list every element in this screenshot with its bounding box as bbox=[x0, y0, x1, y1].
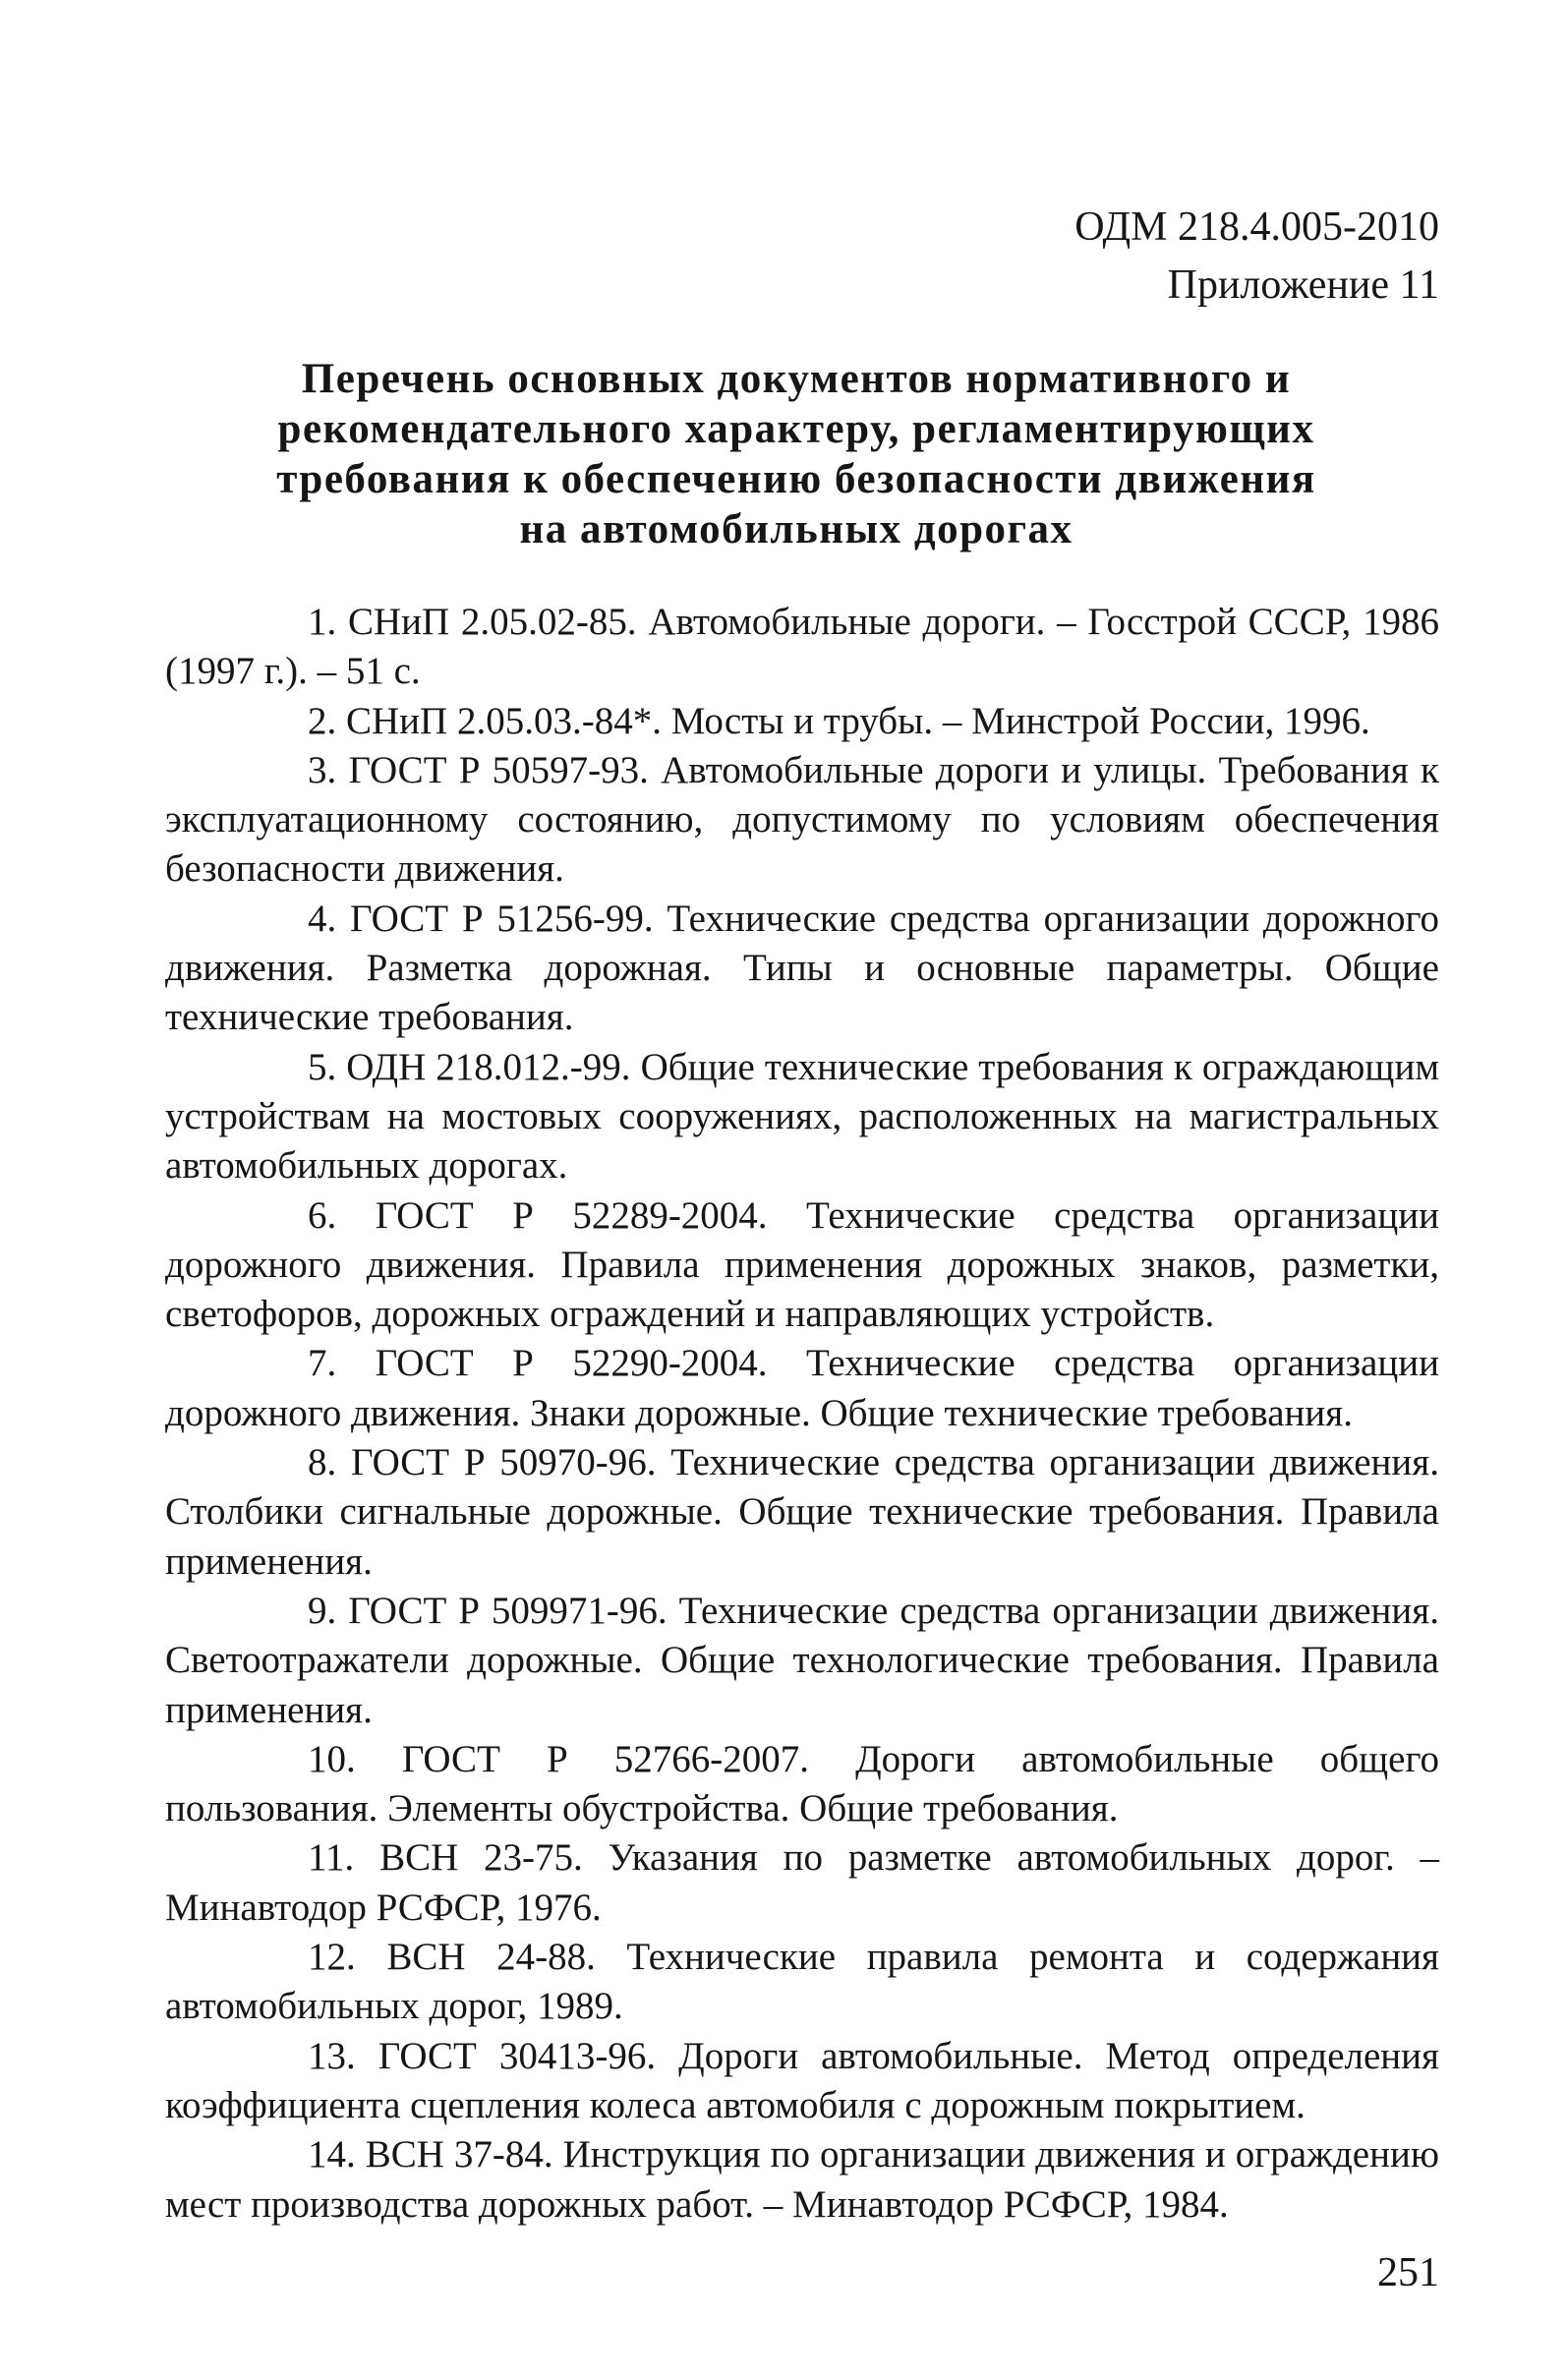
reference-item: 9. ГОСТ Р 509971-96. Технические средства организации движения. Светоотражатели дорожные. Общие технологические требования. Правила применения. bbox=[165, 1589, 1439, 1731]
page-number: 251 bbox=[1377, 2250, 1439, 2295]
reference-item: 6. ГОСТ Р 52289-2004. Технические средства организации дорожного движения. Правила применения дорожных знаков, разметки, светофоров, дорожных ограждений и направляющих устройств. bbox=[165, 1193, 1439, 1336]
title-line: рекомендательного характеру, регламентирующих bbox=[277, 406, 1315, 452]
title-line: Перечень основных документов нормативного и bbox=[301, 356, 1292, 402]
title-line: требования к обеспечению безопасности движения bbox=[276, 456, 1316, 502]
reference-item: 10. ГОСТ Р 52766-2007. Дороги автомобильные общего пользования. Элементы обустройства. Общие требования. bbox=[165, 1737, 1439, 1830]
reference-item: 4. ГОСТ Р 51256-99. Технические средства организации дорожного движения. Разметка дорожная. Типы и основные параметры. Общие технические требования. bbox=[165, 897, 1439, 1039]
reference-list bbox=[165, 598, 1439, 2230]
reference-item: 11. ВСН 23-75. Указания по разметке автомобильных дорог. – Минавтодор РСФСР, 1976. bbox=[165, 1836, 1439, 1929]
reference-item: 5. ОДН 218.012.-99. Общие технические требования к ограждающим устройствам на мостовых сооружениях, расположенных на магистральных автомобильных дорогах. bbox=[165, 1045, 1439, 1188]
reference-item: 8. ГОСТ Р 50970-96. Технические средства организации движения. Столбики сигнальные дорожные. Общие технические требования. Правила применения. bbox=[165, 1441, 1439, 1583]
reference-item: 14. ВСН 37-84. Инструкция по организации движения и ограждению мест производства дорожных работ. – Минавтодор РСФСР, 1984. bbox=[165, 2133, 1439, 2226]
reference-item: 3. ГОСТ Р 50597-93. Автомобильные дороги и улицы. Требования к эксплуатационному состоянию, допустимому по условиям обеспечения безопасности движения. bbox=[165, 748, 1439, 891]
reference-item: 2. СНиП 2.05.03.-84*. Мосты и трубы. – Минстрой России, 1996. bbox=[308, 699, 1370, 742]
document-code: ОДМ 218.4.005-2010 bbox=[1074, 204, 1439, 250]
appendix-label: Приложение 11 bbox=[1167, 262, 1439, 308]
reference-item: 13. ГОСТ 30413-96. Дороги автомобильные. Метод определения коэффициента сцепления колеса автомобиля с дорожным покрытием. bbox=[165, 2034, 1439, 2126]
reference-item: 7. ГОСТ Р 52290-2004. Технические средства организации дорожного движения. Знаки дорожные. Общие технические требования. bbox=[165, 1342, 1439, 1434]
reference-item: 12. ВСН 24-88. Технические правила ремонта и содержания автомобильных дорог, 1989. bbox=[165, 1936, 1439, 2028]
reference-item: 1. СНиП 2.05.02-85. Автомобильные дороги. – Госстрой СССР, 1986 (1997 г.). – 51 с. bbox=[165, 601, 1439, 693]
title-line: на автомобильных дорогах bbox=[519, 506, 1074, 552]
page-title bbox=[167, 354, 1425, 554]
